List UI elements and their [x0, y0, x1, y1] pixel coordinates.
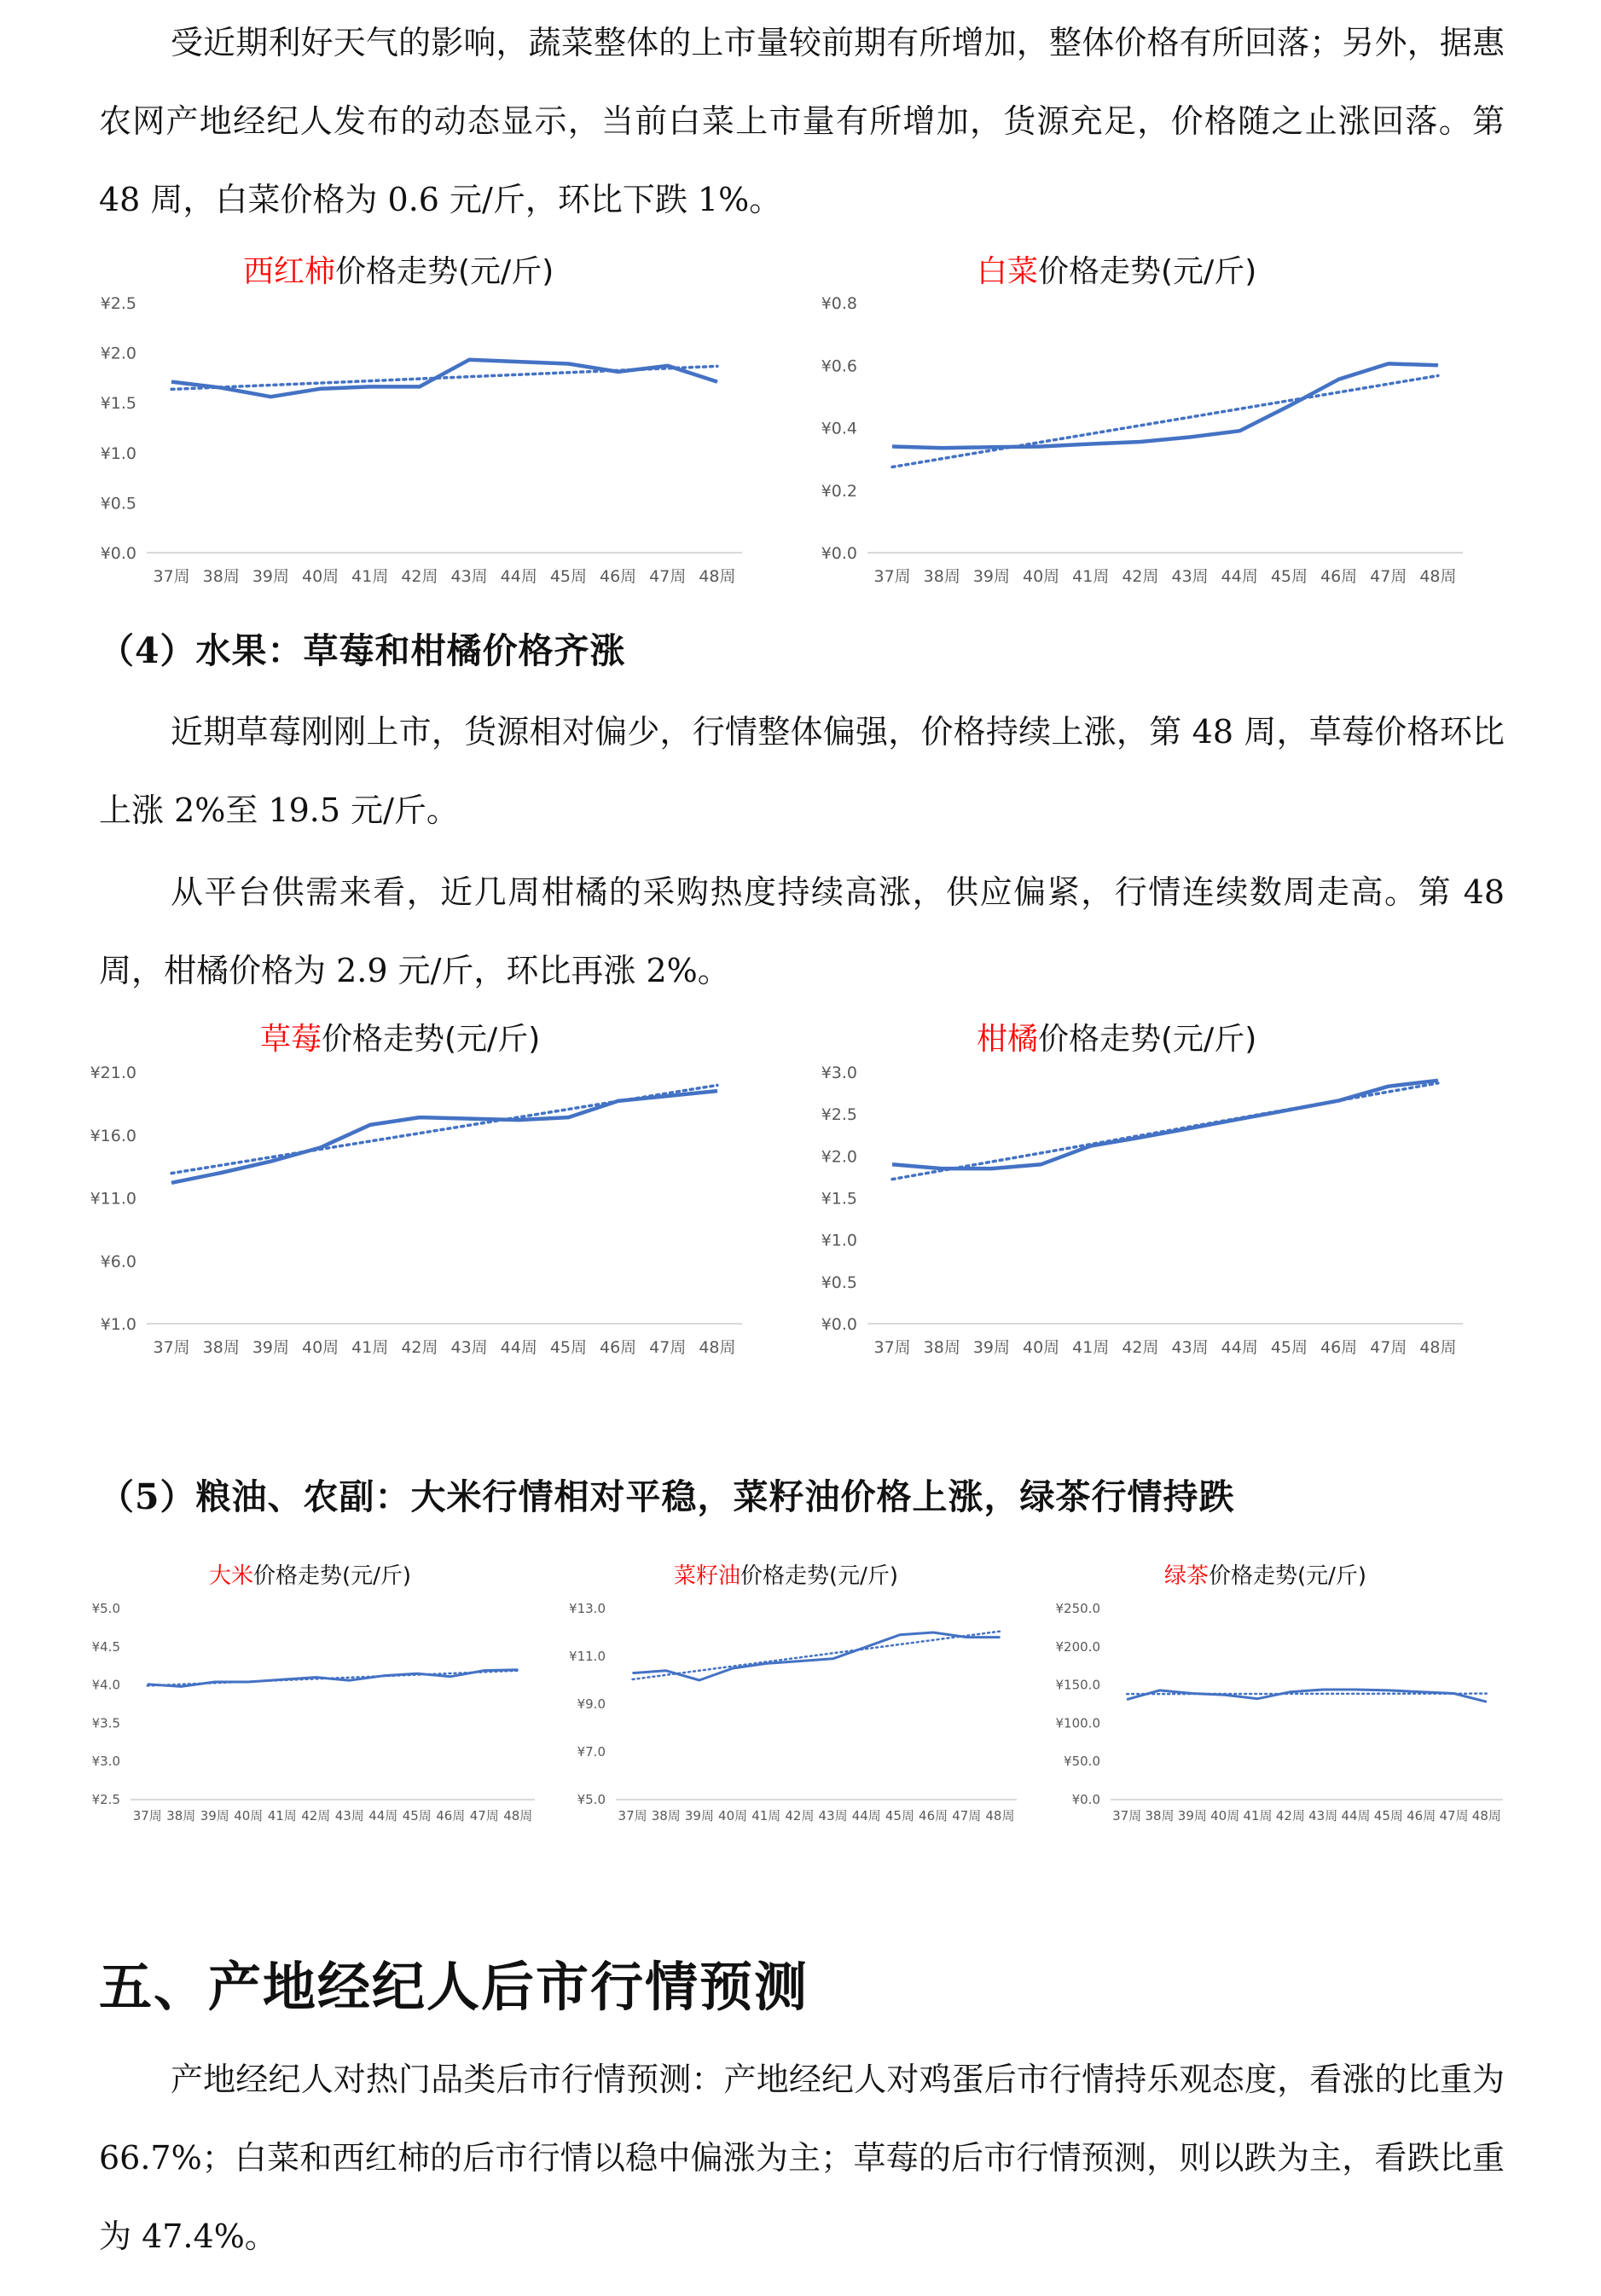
x-tick-label: 40周 [1022, 567, 1060, 586]
y-tick-label: ¥1.5 [821, 1189, 857, 1209]
data-point [181, 1686, 182, 1687]
x-tick-label: 41周 [351, 567, 389, 586]
data-point [1355, 1689, 1356, 1690]
y-tick-label: ¥50.0 [1064, 1754, 1100, 1770]
y-tick-label: ¥2.5 [91, 1792, 120, 1807]
x-tick-label: 38周 [1145, 1808, 1175, 1823]
data-point [281, 1679, 282, 1680]
data-point [933, 1632, 934, 1633]
data-point [665, 1670, 666, 1671]
data-point [349, 1680, 350, 1681]
y-tick-label: ¥0.8 [821, 294, 857, 313]
x-tick-label: 43周 [1171, 567, 1209, 586]
x-tick-label: 43周 [818, 1808, 848, 1823]
y-tick-label: ¥150.0 [1055, 1677, 1100, 1693]
x-tick-label: 42周 [1122, 1338, 1159, 1357]
x-tick-label: 42周 [301, 1808, 331, 1823]
x-tick-label: 41周 [1072, 567, 1110, 586]
trendline [633, 1632, 1001, 1679]
x-tick-label: 37周 [873, 567, 911, 586]
data-point [1437, 1080, 1438, 1081]
data-point [171, 381, 172, 382]
data-point [716, 1091, 717, 1092]
x-tick-label: 42周 [785, 1808, 815, 1823]
x-tick-label: 41周 [1243, 1808, 1273, 1823]
data-point [320, 388, 321, 389]
paragraph-citrus: 从平台供需来看，近几周柑橘的采购热度持续高涨，供应偏紧，行情连续数周走高。第 48 周，柑橘价格为 2.9 元/斤，环比再涨 2%。 [99, 873, 1505, 989]
x-tick-label: 45周 [1373, 1808, 1403, 1823]
data-point [966, 1637, 967, 1638]
series-line [171, 1091, 717, 1183]
y-tick-label: ¥7.0 [577, 1744, 606, 1760]
y-tick-label: ¥2.0 [100, 344, 136, 363]
y-tick-label: ¥6.0 [100, 1252, 136, 1272]
data-point [383, 1675, 384, 1676]
data-point [270, 1161, 271, 1162]
data-point [1323, 1689, 1324, 1690]
data-point [942, 1168, 943, 1169]
data-point [320, 1147, 321, 1148]
y-tick-label: ¥0.4 [821, 419, 857, 438]
x-tick-label: 39周 [972, 1338, 1011, 1357]
data-point [1290, 1691, 1291, 1692]
series-line [892, 1081, 1438, 1168]
x-tick-label: 38周 [202, 1338, 240, 1357]
rice-price-chart [81, 1561, 542, 1842]
data-point [1239, 1119, 1240, 1120]
data-point [518, 1669, 519, 1670]
heading-fruit: （4）水果：草莓和柑橘价格齐涨 [99, 630, 626, 671]
data-point [419, 386, 420, 387]
x-tick-label: 42周 [1122, 567, 1159, 586]
x-tick-label: 42周 [401, 1338, 438, 1357]
data-point [1421, 1691, 1422, 1692]
paragraph-strawberry: 近期草莓刚刚上市，货源相对偏少，行情整体偏强，价格持续上涨，第 48 周，草莓价格环比上涨 2%至 19.5 元/斤。 [99, 713, 1505, 829]
x-tick-label: 43周 [334, 1808, 364, 1823]
data-point [832, 1658, 833, 1659]
y-tick-label: ¥3.0 [91, 1754, 120, 1770]
x-tick-label: 46周 [436, 1808, 466, 1823]
data-point [1000, 1637, 1001, 1638]
x-tick-label: 44周 [851, 1808, 881, 1823]
x-tick-label: 48周 [1419, 1338, 1457, 1357]
x-tick-label: 43周 [1308, 1808, 1338, 1823]
x-tick-label: 37周 [1112, 1808, 1142, 1823]
x-tick-label: 44周 [500, 567, 537, 586]
x-tick-label: 39周 [972, 567, 1011, 586]
green-tea-price-chart [1049, 1561, 1510, 1842]
y-tick-label: ¥13.0 [569, 1601, 606, 1616]
data-point [716, 381, 717, 382]
data-point [1338, 379, 1339, 380]
y-tick-label: ¥0.5 [821, 1273, 857, 1292]
x-tick-label: 45周 [549, 567, 588, 586]
section-heading-forecast: 五、产地经纪人后市行情预测 [99, 1956, 809, 2018]
x-tick-label: 48周 [1471, 1808, 1501, 1823]
y-tick-label: ¥1.5 [100, 394, 136, 414]
y-tick-label: ¥9.0 [577, 1696, 606, 1712]
y-tick-label: ¥0.0 [821, 1315, 857, 1334]
x-tick-label: 48周 [699, 567, 736, 586]
x-tick-label: 45周 [1270, 1338, 1308, 1357]
y-tick-label: ¥0.5 [100, 494, 136, 513]
data-point [942, 448, 943, 449]
data-point [568, 363, 569, 364]
data-point [419, 1117, 420, 1118]
x-tick-label: 40周 [234, 1808, 264, 1823]
x-tick-label: 38周 [923, 1338, 960, 1357]
x-tick-label: 40周 [1022, 1338, 1060, 1357]
x-tick-label: 43周 [450, 567, 488, 586]
data-point [1090, 1145, 1091, 1146]
y-tick-label: ¥200.0 [1055, 1638, 1100, 1655]
x-tick-label: 47周 [952, 1808, 982, 1823]
x-tick-label: 37周 [873, 1338, 911, 1357]
chart-title: 菜籽油价格走势(元/斤) [674, 1563, 899, 1589]
y-tick-label: ¥0.6 [821, 357, 857, 376]
x-tick-label: 38周 [166, 1808, 196, 1823]
y-tick-label: ¥2.5 [100, 294, 136, 313]
tomato-price-chart [85, 247, 751, 606]
x-tick-label: 46周 [919, 1808, 948, 1823]
paragraph-vegetables: 受近期利好天气的影响，蔬菜整体的上市量较前期有所增加，整体价格有所回落；另外，据惠农网产地经纪人发布的动态显示，当前白菜上市量有所增加，货源充足，价格随之止涨回落。第 48 周，白菜价格为 0.6 元/斤，环比下跌 1%。 [99, 24, 1505, 218]
data-point [1190, 437, 1191, 438]
data-point [450, 1676, 451, 1677]
x-tick-label: 48周 [1419, 567, 1457, 586]
data-point [892, 446, 893, 447]
data-point [171, 1182, 172, 1183]
x-tick-label: 47周 [469, 1808, 499, 1823]
x-tick-label: 47周 [1439, 1808, 1469, 1823]
data-point [1388, 363, 1389, 364]
series-line [148, 1670, 519, 1687]
data-point [1127, 1699, 1128, 1700]
x-tick-label: 44周 [1221, 1338, 1258, 1357]
data-point [221, 1173, 222, 1174]
x-tick-label: 39周 [252, 1338, 290, 1357]
x-tick-label: 47周 [1370, 1338, 1407, 1357]
x-tick-label: 45周 [549, 1338, 588, 1357]
series-line [1127, 1690, 1487, 1702]
x-tick-label: 39周 [200, 1808, 229, 1823]
y-tick-label: ¥21.0 [90, 1064, 136, 1082]
data-point [866, 1646, 867, 1647]
cabbage-price-chart [806, 247, 1471, 606]
data-point [469, 1118, 470, 1119]
x-tick-label: 46周 [1320, 567, 1358, 586]
data-point [1437, 365, 1438, 366]
y-tick-label: ¥0.0 [1071, 1792, 1100, 1807]
x-tick-label: 45周 [402, 1808, 432, 1823]
data-point [1239, 431, 1240, 432]
x-tick-label: 38周 [923, 567, 960, 586]
x-tick-label: 42周 [401, 567, 438, 586]
data-point [568, 1117, 569, 1118]
data-point [667, 1096, 668, 1097]
x-tick-label: 43周 [450, 1338, 488, 1357]
x-tick-label: 46周 [599, 1338, 637, 1357]
x-tick-label: 42周 [1275, 1808, 1305, 1823]
chart-title: 西红柿价格走势(元/斤) [243, 254, 554, 289]
x-tick-label: 48周 [699, 1338, 736, 1357]
data-point [248, 1682, 249, 1683]
chart-title: 白菜价格走势(元/斤) [977, 254, 1257, 289]
chart-title: 草莓价格走势(元/斤) [260, 1022, 541, 1057]
y-tick-label: ¥3.5 [91, 1715, 120, 1731]
data-point [1388, 1086, 1389, 1087]
x-tick-label: 44周 [1341, 1808, 1371, 1823]
y-tick-label: ¥4.0 [91, 1677, 120, 1693]
y-tick-label: ¥0.0 [100, 544, 136, 563]
y-tick-label: ¥16.0 [90, 1126, 136, 1145]
x-tick-label: 43周 [1171, 1338, 1209, 1357]
chart-title: 大米价格走势(元/斤) [209, 1563, 412, 1589]
y-tick-label: ¥2.5 [821, 1105, 857, 1125]
data-point [766, 1663, 767, 1664]
chart-title: 柑橘价格走势(元/斤) [977, 1022, 1257, 1057]
data-point [1289, 405, 1290, 406]
y-tick-label: ¥11.0 [90, 1189, 136, 1209]
x-tick-label: 41周 [1072, 1338, 1110, 1357]
strawberry-price-chart [85, 1015, 751, 1373]
data-point [221, 387, 222, 388]
y-tick-label: ¥100.0 [1055, 1715, 1100, 1731]
data-point [991, 1168, 992, 1169]
x-tick-label: 39周 [684, 1808, 714, 1823]
x-tick-label: 40周 [301, 567, 339, 586]
x-tick-label: 47周 [649, 1338, 687, 1357]
x-tick-label: 38周 [202, 567, 240, 586]
y-tick-label: ¥250.0 [1055, 1601, 1100, 1616]
y-tick-label: ¥1.0 [821, 1231, 857, 1250]
chart-title: 绿茶价格走势(元/斤) [1164, 1563, 1367, 1589]
series-line [892, 363, 1438, 448]
data-point [892, 1164, 893, 1165]
x-tick-label: 40周 [718, 1808, 748, 1823]
x-tick-label: 40周 [1210, 1808, 1240, 1823]
x-tick-label: 48周 [985, 1808, 1015, 1823]
data-point [1338, 1100, 1339, 1101]
data-point [469, 359, 470, 360]
data-point [1453, 1693, 1454, 1694]
x-tick-label: 37周 [132, 1808, 162, 1823]
x-tick-label: 47周 [1370, 567, 1407, 586]
x-tick-label: 45周 [1270, 567, 1308, 586]
data-point [899, 1634, 900, 1635]
x-tick-label: 41周 [351, 1338, 389, 1357]
y-tick-label: ¥0.0 [821, 544, 857, 563]
citrus-price-chart [806, 1015, 1471, 1373]
x-tick-label: 46周 [1320, 1338, 1358, 1357]
data-point [214, 1682, 215, 1683]
x-tick-label: 44周 [500, 1338, 537, 1357]
y-tick-label: ¥11.0 [569, 1649, 606, 1664]
y-tick-label: ¥4.5 [91, 1638, 120, 1655]
data-point [667, 365, 668, 366]
x-tick-label: 39周 [1177, 1808, 1207, 1823]
x-tick-label: 38周 [651, 1808, 681, 1823]
data-point [733, 1668, 734, 1669]
y-tick-label: ¥1.0 [100, 444, 136, 463]
x-tick-label: 39周 [252, 567, 290, 586]
data-point [369, 1124, 370, 1125]
x-tick-label: 37周 [153, 1338, 190, 1357]
heading-grain: （5）粮油、农副：大米行情相对平稳，菜籽油价格上涨，绿茶行情持跌 [99, 1476, 1235, 1517]
trendline [892, 375, 1438, 467]
x-tick-label: 40周 [301, 1338, 339, 1357]
rapeseed-oil-price-chart [563, 1561, 1024, 1842]
x-tick-label: 46周 [599, 567, 637, 586]
data-point [1257, 1698, 1258, 1699]
x-tick-label: 44周 [1221, 567, 1258, 586]
y-tick-label: ¥2.0 [821, 1147, 857, 1167]
x-tick-label: 44周 [368, 1808, 398, 1823]
x-tick-label: 41周 [267, 1808, 297, 1823]
y-tick-label: ¥0.2 [821, 481, 857, 501]
x-tick-label: 48周 [503, 1808, 533, 1823]
x-tick-label: 45周 [885, 1808, 914, 1823]
paragraph-forecast: 产地经纪人对热门品类后市行情预测：产地经纪人对鸡蛋后市行情持乐观态度，看涨的比重为 66.7%；白菜和西红柿的后市行情以稳中偏涨为主；草莓的后市行情预测，则以跌为主，看跌比重为 47.4%。 [99, 2061, 1505, 2255]
data-point [369, 386, 370, 387]
x-tick-label: 47周 [649, 567, 687, 586]
y-tick-label: ¥1.0 [100, 1315, 136, 1334]
y-tick-label: ¥5.0 [91, 1601, 120, 1616]
data-point [416, 1673, 417, 1674]
x-tick-label: 37周 [153, 567, 190, 586]
y-tick-label: ¥5.0 [577, 1792, 606, 1807]
x-tick-label: 41周 [751, 1808, 781, 1823]
x-tick-label: 37周 [618, 1808, 647, 1823]
y-tick-label: ¥3.0 [821, 1064, 857, 1082]
data-point [991, 447, 992, 448]
data-point [1225, 1695, 1226, 1696]
x-tick-label: 46周 [1407, 1808, 1436, 1823]
